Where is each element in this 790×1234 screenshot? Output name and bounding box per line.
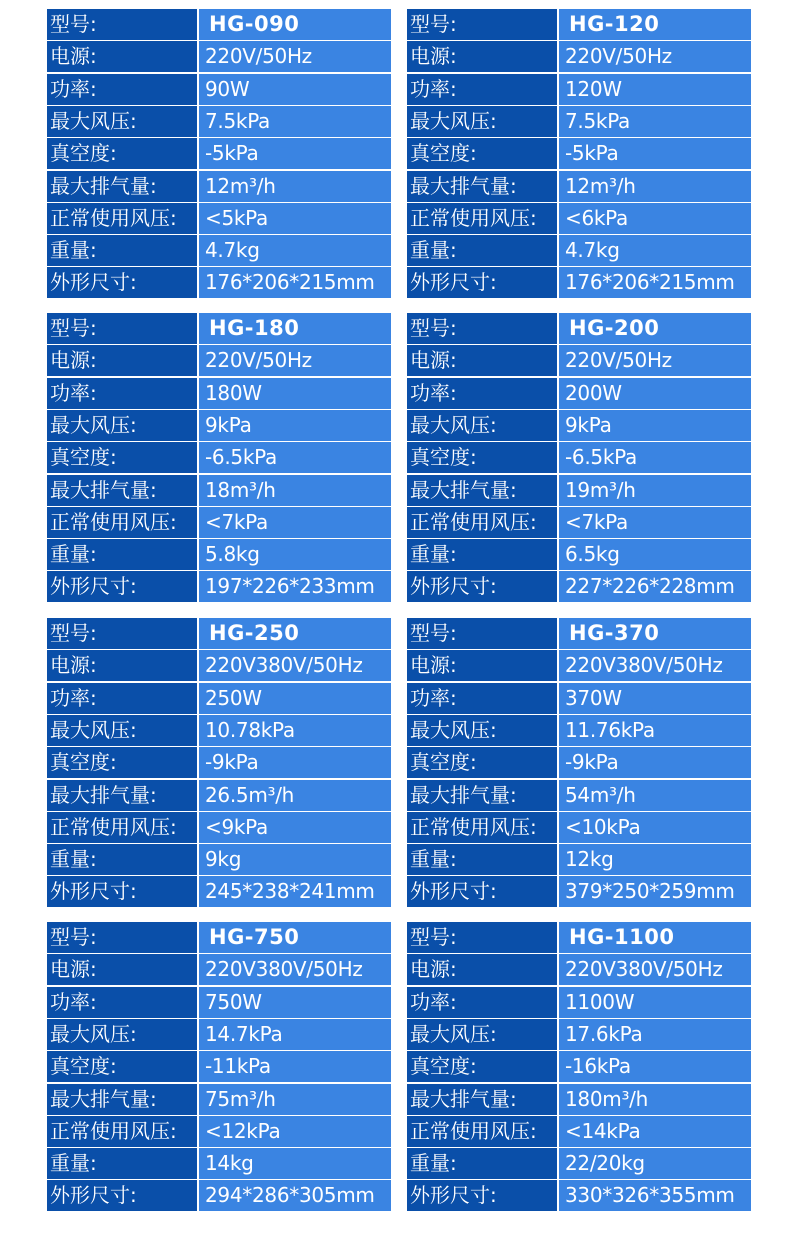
- spec-label-dimensions: 外形尺寸:: [47, 1180, 197, 1211]
- spec-label-max-pressure: 最大风压:: [407, 106, 557, 137]
- spec-row-weight: [407, 539, 751, 570]
- spec-value-power-supply: 220V/50Hz: [199, 41, 391, 72]
- spec-value-vacuum: -9kPa: [559, 747, 751, 778]
- spec-row-weight: [47, 235, 391, 266]
- spec-row-power-supply: [407, 41, 751, 72]
- spec-label-max-flow: 最大排气量:: [407, 171, 557, 202]
- spec-value-power: 1100W: [559, 987, 751, 1018]
- spec-value-dimensions: 227*226*228mm: [559, 571, 751, 602]
- spec-value-power-supply: 220V380V/50Hz: [199, 954, 391, 985]
- spec-value-model: HG-250: [199, 618, 391, 649]
- spec-label-power-supply: 电源:: [407, 345, 557, 376]
- spec-label-weight: 重量:: [407, 539, 557, 570]
- spec-card: [46, 617, 392, 910]
- spec-value-model: HG-200: [559, 313, 751, 344]
- spec-label-normal-pressure: 正常使用风压:: [407, 203, 557, 234]
- spec-value-max-flow: 75m³/h: [199, 1084, 391, 1115]
- spec-value-model: HG-120: [559, 9, 751, 40]
- spec-label-max-pressure: 最大风压:: [47, 715, 197, 746]
- spec-value-vacuum: -5kPa: [559, 138, 751, 169]
- spec-row-max-flow: [407, 1084, 751, 1115]
- spec-row-dimensions: [47, 876, 391, 907]
- spec-label-normal-pressure: 正常使用风压:: [47, 1116, 197, 1147]
- spec-label-power-supply: 电源:: [407, 954, 557, 985]
- spec-label-power: 功率:: [47, 74, 197, 105]
- spec-row-max-flow: [47, 171, 391, 202]
- spec-label-normal-pressure: 正常使用风压:: [47, 203, 197, 234]
- spec-label-vacuum: 真空度:: [47, 747, 197, 778]
- spec-row-weight: [407, 235, 751, 266]
- spec-value-dimensions: 330*326*355mm: [559, 1180, 751, 1211]
- spec-row-model: [47, 618, 391, 649]
- spec-value-vacuum: -6.5kPa: [199, 442, 391, 473]
- spec-row-max-pressure: [47, 106, 391, 137]
- spec-row-max-flow: [407, 171, 751, 202]
- spec-row-dimensions: [407, 571, 751, 602]
- spec-value-max-flow: 18m³/h: [199, 475, 391, 506]
- spec-row-vacuum: [47, 138, 391, 169]
- spec-row-power-supply: [47, 954, 391, 985]
- spec-label-vacuum: 真空度:: [47, 442, 197, 473]
- spec-row-vacuum: [47, 442, 391, 473]
- spec-row-model: [47, 922, 391, 953]
- spec-label-model: 型号:: [47, 9, 197, 40]
- spec-label-dimensions: 外形尺寸:: [47, 267, 197, 298]
- spec-row-power-supply: [407, 345, 751, 376]
- spec-label-weight: 重量:: [407, 844, 557, 875]
- spec-label-vacuum: 真空度:: [407, 1051, 557, 1082]
- spec-label-vacuum: 真空度:: [47, 138, 197, 169]
- spec-label-vacuum: 真空度:: [407, 138, 557, 169]
- spec-value-normal-pressure: <14kPa: [559, 1116, 751, 1147]
- spec-label-normal-pressure: 正常使用风压:: [407, 507, 557, 538]
- spec-value-power-supply: 220V380V/50Hz: [559, 650, 751, 681]
- spec-row-power-supply: [47, 650, 391, 681]
- spec-row-max-pressure: [407, 106, 751, 137]
- spec-label-power-supply: 电源:: [47, 650, 197, 681]
- spec-label-normal-pressure: 正常使用风压:: [407, 1116, 557, 1147]
- spec-row-power: [407, 378, 751, 409]
- spec-value-dimensions: 379*250*259mm: [559, 876, 751, 907]
- spec-value-vacuum: -11kPa: [199, 1051, 391, 1082]
- spec-row-dimensions: [407, 267, 751, 298]
- spec-row-normal-pressure: [47, 812, 391, 843]
- spec-value-normal-pressure: <6kPa: [559, 203, 751, 234]
- spec-value-max-flow: 19m³/h: [559, 475, 751, 506]
- spec-row-normal-pressure: [407, 507, 751, 538]
- spec-row-dimensions: [47, 1180, 391, 1211]
- spec-row-model: [47, 9, 391, 40]
- spec-label-power: 功率:: [407, 987, 557, 1018]
- spec-value-vacuum: -6.5kPa: [559, 442, 751, 473]
- spec-label-normal-pressure: 正常使用风压:: [407, 812, 557, 843]
- spec-row-normal-pressure: [47, 507, 391, 538]
- spec-label-power-supply: 电源:: [47, 41, 197, 72]
- spec-value-power: 250W: [199, 683, 391, 714]
- spec-row-vacuum: [407, 747, 751, 778]
- spec-value-weight: 4.7kg: [559, 235, 751, 266]
- spec-label-vacuum: 真空度:: [407, 747, 557, 778]
- spec-row-vacuum: [407, 1051, 751, 1082]
- spec-label-max-flow: 最大排气量:: [407, 1084, 557, 1115]
- spec-value-weight: 9kg: [199, 844, 391, 875]
- spec-value-max-pressure: 10.78kPa: [199, 715, 391, 746]
- spec-value-max-flow: 12m³/h: [199, 171, 391, 202]
- spec-row-power: [47, 378, 391, 409]
- spec-row-weight: [407, 844, 751, 875]
- spec-label-max-flow: 最大排气量:: [47, 1084, 197, 1115]
- spec-label-weight: 重量:: [407, 1148, 557, 1179]
- spec-label-power: 功率:: [407, 378, 557, 409]
- spec-label-vacuum: 真空度:: [47, 1051, 197, 1082]
- spec-row-max-pressure: [407, 715, 751, 746]
- spec-value-power: 200W: [559, 378, 751, 409]
- spec-value-power: 750W: [199, 987, 391, 1018]
- spec-value-dimensions: 176*206*215mm: [199, 267, 391, 298]
- spec-row-vacuum: [47, 747, 391, 778]
- spec-label-normal-pressure: 正常使用风压:: [47, 507, 197, 538]
- spec-label-model: 型号:: [47, 618, 197, 649]
- spec-row-max-pressure: [47, 1019, 391, 1050]
- spec-value-max-pressure: 7.5kPa: [199, 106, 391, 137]
- spec-label-max-pressure: 最大风压:: [407, 715, 557, 746]
- spec-value-max-flow: 54m³/h: [559, 780, 751, 811]
- spec-label-max-pressure: 最大风压:: [407, 1019, 557, 1050]
- spec-label-weight: 重量:: [47, 1148, 197, 1179]
- spec-label-power-supply: 电源:: [47, 345, 197, 376]
- spec-value-max-flow: 12m³/h: [559, 171, 751, 202]
- spec-label-dimensions: 外形尺寸:: [47, 571, 197, 602]
- spec-value-power-supply: 220V/50Hz: [199, 345, 391, 376]
- spec-row-max-flow: [47, 475, 391, 506]
- spec-row-power-supply: [47, 41, 391, 72]
- spec-value-normal-pressure: <5kPa: [199, 203, 391, 234]
- spec-card: [406, 8, 752, 301]
- spec-value-vacuum: -5kPa: [199, 138, 391, 169]
- spec-row-model: [47, 313, 391, 344]
- spec-value-power: 370W: [559, 683, 751, 714]
- spec-row-vacuum: [407, 442, 751, 473]
- spec-row-weight: [407, 1148, 751, 1179]
- spec-value-vacuum: -16kPa: [559, 1051, 751, 1082]
- spec-value-weight: 4.7kg: [199, 235, 391, 266]
- spec-row-vacuum: [47, 1051, 391, 1082]
- spec-value-max-pressure: 14.7kPa: [199, 1019, 391, 1050]
- spec-value-max-flow: 26.5m³/h: [199, 780, 391, 811]
- spec-row-model: [407, 9, 751, 40]
- spec-value-vacuum: -9kPa: [199, 747, 391, 778]
- spec-value-model: HG-180: [199, 313, 391, 344]
- spec-value-power: 120W: [559, 74, 751, 105]
- spec-row-power: [47, 987, 391, 1018]
- spec-row-max-flow: [47, 1084, 391, 1115]
- spec-label-weight: 重量:: [47, 539, 197, 570]
- spec-value-power: 90W: [199, 74, 391, 105]
- spec-row-normal-pressure: [407, 812, 751, 843]
- spec-value-weight: 5.8kg: [199, 539, 391, 570]
- spec-card: [46, 921, 392, 1214]
- spec-row-max-pressure: [407, 410, 751, 441]
- spec-value-model: HG-370: [559, 618, 751, 649]
- spec-value-weight: 6.5kg: [559, 539, 751, 570]
- spec-value-max-pressure: 17.6kPa: [559, 1019, 751, 1050]
- spec-row-vacuum: [407, 138, 751, 169]
- spec-row-dimensions: [407, 876, 751, 907]
- spec-label-max-flow: 最大排气量:: [407, 475, 557, 506]
- spec-label-max-pressure: 最大风压:: [47, 1019, 197, 1050]
- spec-label-model: 型号:: [47, 313, 197, 344]
- spec-row-dimensions: [47, 571, 391, 602]
- spec-row-dimensions: [407, 1180, 751, 1211]
- spec-label-dimensions: 外形尺寸:: [407, 1180, 557, 1211]
- spec-row-max-pressure: [47, 715, 391, 746]
- spec-row-max-flow: [407, 475, 751, 506]
- spec-row-power: [407, 987, 751, 1018]
- spec-value-power-supply: 220V380V/50Hz: [199, 650, 391, 681]
- spec-label-weight: 重量:: [47, 844, 197, 875]
- spec-label-vacuum: 真空度:: [407, 442, 557, 473]
- spec-card: [46, 312, 392, 605]
- spec-label-model: 型号:: [47, 922, 197, 953]
- spec-value-model: HG-090: [199, 9, 391, 40]
- spec-value-dimensions: 176*206*215mm: [559, 267, 751, 298]
- spec-row-weight: [47, 1148, 391, 1179]
- spec-row-power: [47, 683, 391, 714]
- spec-row-normal-pressure: [407, 203, 751, 234]
- spec-value-max-pressure: 9kPa: [559, 410, 751, 441]
- spec-row-max-pressure: [407, 1019, 751, 1050]
- spec-row-power-supply: [407, 650, 751, 681]
- spec-value-dimensions: 197*226*233mm: [199, 571, 391, 602]
- spec-value-normal-pressure: <9kPa: [199, 812, 391, 843]
- spec-row-model: [407, 313, 751, 344]
- spec-row-normal-pressure: [47, 1116, 391, 1147]
- spec-label-max-pressure: 最大风压:: [47, 410, 197, 441]
- spec-label-dimensions: 外形尺寸:: [407, 876, 557, 907]
- spec-label-dimensions: 外形尺寸:: [407, 571, 557, 602]
- spec-value-normal-pressure: <10kPa: [559, 812, 751, 843]
- spec-value-power-supply: 220V/50Hz: [559, 345, 751, 376]
- spec-label-power: 功率:: [47, 683, 197, 714]
- spec-label-normal-pressure: 正常使用风压:: [47, 812, 197, 843]
- spec-row-dimensions: [47, 267, 391, 298]
- spec-label-dimensions: 外形尺寸:: [407, 267, 557, 298]
- spec-row-max-flow: [47, 780, 391, 811]
- spec-value-max-pressure: 11.76kPa: [559, 715, 751, 746]
- spec-label-model: 型号:: [407, 618, 557, 649]
- spec-row-normal-pressure: [47, 203, 391, 234]
- spec-value-max-pressure: 9kPa: [199, 410, 391, 441]
- spec-row-weight: [47, 844, 391, 875]
- spec-label-max-flow: 最大排气量:: [407, 780, 557, 811]
- spec-label-power-supply: 电源:: [47, 954, 197, 985]
- spec-value-model: HG-1100: [559, 922, 751, 953]
- spec-row-power-supply: [47, 345, 391, 376]
- spec-value-model: HG-750: [199, 922, 391, 953]
- spec-value-power-supply: 220V/50Hz: [559, 41, 751, 72]
- spec-card: [406, 921, 752, 1214]
- spec-label-power-supply: 电源:: [407, 41, 557, 72]
- spec-row-model: [407, 618, 751, 649]
- spec-value-power-supply: 220V380V/50Hz: [559, 954, 751, 985]
- spec-label-power: 功率:: [47, 378, 197, 409]
- spec-row-power: [407, 74, 751, 105]
- spec-label-power: 功率:: [407, 74, 557, 105]
- spec-label-max-flow: 最大排气量:: [47, 780, 197, 811]
- spec-value-dimensions: 245*238*241mm: [199, 876, 391, 907]
- spec-value-normal-pressure: <7kPa: [559, 507, 751, 538]
- spec-row-max-pressure: [47, 410, 391, 441]
- spec-row-weight: [47, 539, 391, 570]
- spec-row-power-supply: [407, 954, 751, 985]
- spec-label-power: 功率:: [47, 987, 197, 1018]
- spec-row-normal-pressure: [407, 1116, 751, 1147]
- spec-card: [406, 617, 752, 910]
- spec-label-max-flow: 最大排气量:: [47, 171, 197, 202]
- spec-value-normal-pressure: <7kPa: [199, 507, 391, 538]
- spec-label-max-flow: 最大排气量:: [47, 475, 197, 506]
- spec-value-weight: 14kg: [199, 1148, 391, 1179]
- spec-row-model: [407, 922, 751, 953]
- spec-label-max-pressure: 最大风压:: [47, 106, 197, 137]
- spec-row-power: [407, 683, 751, 714]
- spec-label-weight: 重量:: [407, 235, 557, 266]
- spec-label-weight: 重量:: [47, 235, 197, 266]
- spec-value-weight: 22/20kg: [559, 1148, 751, 1179]
- spec-label-max-pressure: 最大风压:: [407, 410, 557, 441]
- spec-row-max-flow: [407, 780, 751, 811]
- spec-label-model: 型号:: [407, 922, 557, 953]
- spec-label-power: 功率:: [407, 683, 557, 714]
- spec-value-max-pressure: 7.5kPa: [559, 106, 751, 137]
- spec-value-dimensions: 294*286*305mm: [199, 1180, 391, 1211]
- spec-card: [406, 312, 752, 605]
- spec-card: [46, 8, 392, 301]
- spec-row-power: [47, 74, 391, 105]
- spec-label-model: 型号:: [407, 313, 557, 344]
- spec-label-dimensions: 外形尺寸:: [47, 876, 197, 907]
- spec-value-weight: 12kg: [559, 844, 751, 875]
- spec-label-power-supply: 电源:: [407, 650, 557, 681]
- spec-value-normal-pressure: <12kPa: [199, 1116, 391, 1147]
- spec-value-power: 180W: [199, 378, 391, 409]
- spec-value-max-flow: 180m³/h: [559, 1084, 751, 1115]
- spec-label-model: 型号:: [407, 9, 557, 40]
